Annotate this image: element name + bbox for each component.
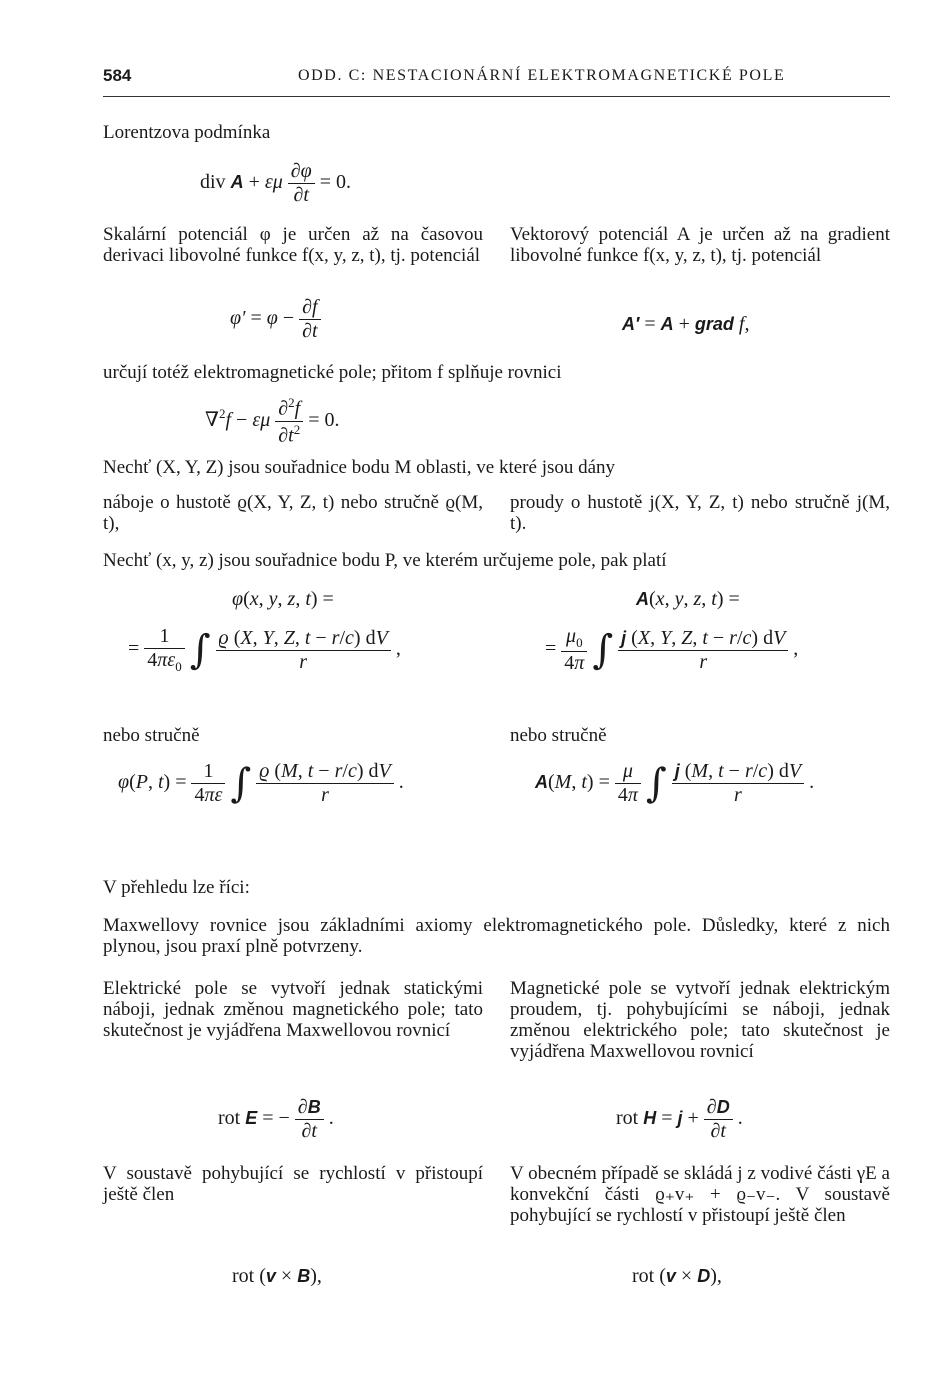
maxwell-paragraph: Maxwellovy rovnice jsou základními axiomy elektromagnetického pole. Důsledky, které z nich plynou, jsou praxí plně potvrzeny. [103,915,890,957]
a-retarded-equation: = $\frac{\mu_0}{4\pi}$ ∫ $\frac{j (X, Y, Z, t - r/c) dV}{r}$ , [545,625,799,674]
phi-short-equation: φ(P, t) = $\frac{1}{4\pi\varepsilon}$ ∫ $\frac{ϱ (M, t - r/c) dV}{r}$ . [118,760,404,807]
ampere-equation: rot H = j + $\frac{\partial D}{\partial t}$ . [616,1096,743,1142]
header-rule [103,96,890,97]
short-label-left: nebo stručně [103,725,200,746]
vector-potential-text: Vektorový potenciál A je určen až na gradient libovolné funkce f(x, y, z, t), tj. potenciál [510,224,890,266]
lorentz-equation: div A + εμ $\frac{\partial\varphi}{\partial t}$ = 0. [200,160,351,206]
scalar-potential-text: Skalární potenciál φ je určen až na časovou derivaci libovolné funkce f(x, y, z, t), tj. potenciál [103,224,483,266]
moving-frame-text-right: V obecném případě se skládá j z vodivé části γE a konvekční části ϱ₊v₊ + ϱ₋v₋. V soustavě pohybující se rychlostí v přistoupí ještě člen [510,1163,890,1226]
running-header: ODD. C: NESTACIONÁRNÍ ELEKTROMAGNETICKÉ POLE [298,67,786,84]
moving-term-right: rot (v × D), [632,1265,722,1287]
summary-label: V přehledu lze říci: [103,877,250,898]
vector-gauge-equation: A′ = A + grad f, [622,313,750,335]
phi-solution-head: φ(x, y, z, t) = [232,588,334,610]
magnetic-field-text: Magnetické pole se vytvoří jednak elektrickým proudem, tj. pohybujícími se náboji, jednak změnou elektrického pole; tato skutečnost je vyjádřena Maxwellovou rovnicí [510,978,890,1062]
moving-frame-text-left: V soustavě pohybující se rychlostí v přistoupí ještě člen [103,1163,483,1205]
phi-retarded-equation: = $\frac{1}{4\pi\varepsilon_0}$ ∫ $\frac{ϱ (X, Y, Z, t - r/c) dV}{r}$ , [128,625,401,674]
current-density-text: proudy o hustotě j(X, Y, Z, t) nebo stručně j(M, t). [510,492,890,534]
a-short-equation: A(M, t) = $\frac{\mu}{4\pi}$ ∫ $\frac{j (M, t - r/c) dV}{r}$ . [535,760,815,807]
a-solution-head: A(x, y, z, t) = [636,588,740,610]
charge-density-text: náboje o hustotě ϱ(X, Y, Z, t) nebo stručně ϱ(M, t), [103,492,483,534]
short-label-right: nebo stručně [510,725,607,746]
coordinates-text: Nechť (X, Y, Z) jsou souřadnice bodu M oblasti, ve které jsou dány [103,457,616,478]
electric-field-text: Elektrické pole se vytvoří jednak statickými náboji, jednak změnou magnetického pole; tato skutečnost je vyjádřena Maxwellovou rovnicí [103,978,483,1041]
field-point-text: Nechť (x, y, z) jsou souřadnice bodu P, ve kterém určujeme pole, pak platí [103,550,667,571]
lorentz-label: Lorentzova podmínka [103,122,271,143]
faraday-equation: rot E = − $\frac{\partial B}{\partial t}$ . [218,1096,334,1142]
scalar-gauge-equation: φ′ = φ − $\frac{\partial f}{\partial t}$ [230,296,321,343]
same-field-text: určují totéž elektromagnetické pole; přitom f splňuje rovnici [103,362,562,383]
page-number: 584 [103,66,132,85]
moving-term-left: rot (v × B), [232,1265,322,1287]
wave-equation: ∇$^2$f − εμ $\frac{\partial^2f}{\partial t^2}$ = 0. [205,395,340,447]
